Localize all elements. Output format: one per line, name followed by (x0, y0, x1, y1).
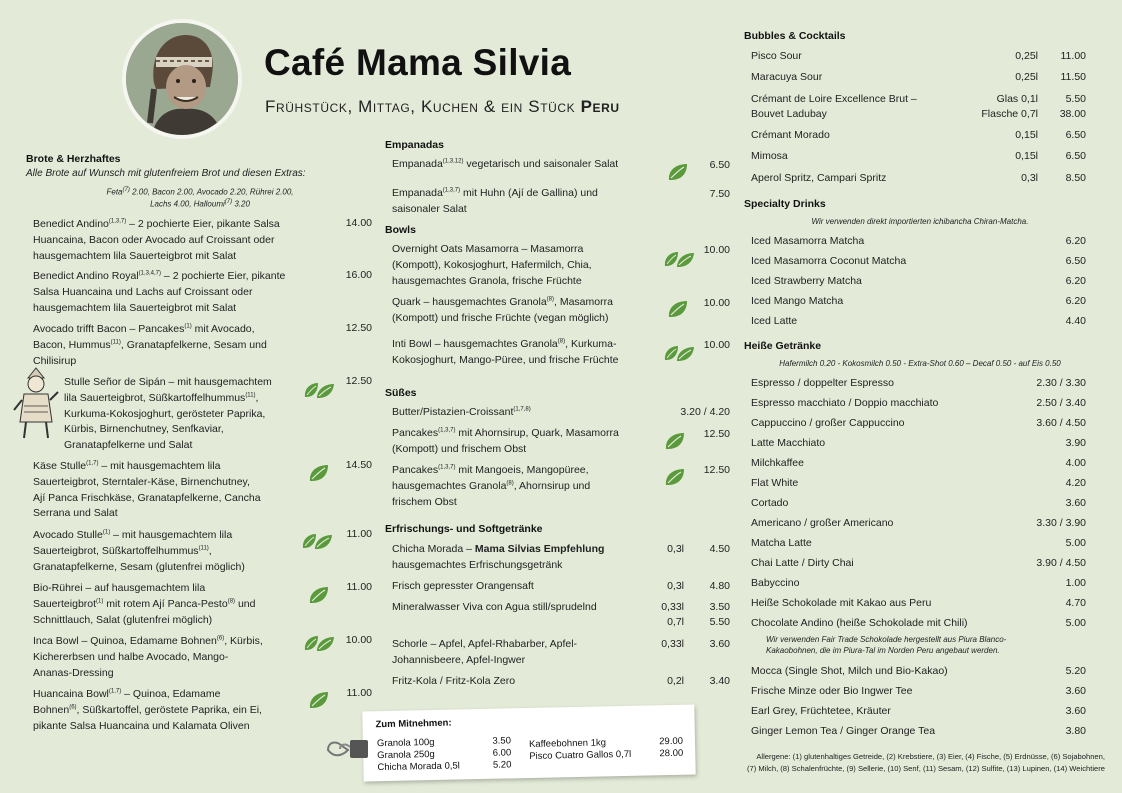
drink-price: 1.00 (1065, 577, 1086, 589)
item-price: 3.40 (709, 675, 730, 687)
drink-price: 3.90 (1065, 437, 1086, 449)
menu-item-empanada-huhn (392, 186, 662, 218)
drink-unit: 0,15l (1015, 129, 1038, 141)
item-line: Avocado trifft Bacon – Pancakes$^{(1)}$ mit Avocado, (33, 323, 255, 335)
drink-price: 6.20 (1065, 275, 1086, 287)
allergen-code: (1,7,8) (513, 406, 531, 413)
recommendation-label: Mama Silvias Empfehlung (474, 543, 605, 555)
allergen-code: (1,3,7) (438, 464, 456, 471)
drink-name: Latte Macchiato (751, 437, 826, 449)
takeaway-item-name: Pisco Cuatro Gallos 0,7l (529, 748, 632, 762)
drink-name: Pisco Sour (751, 50, 802, 62)
allergen-code: (11) (198, 545, 209, 552)
drink-price: 3.60 (1065, 497, 1086, 509)
page-subtitle (265, 97, 620, 117)
chocolate-note-line2: Kakaobohnen, die im Piura-Tal im Norden Peru angebaut werden. (766, 645, 1000, 655)
item-line: Sauerteigbrot, Süßkartoffelhummus$^{(11)}$, (33, 544, 212, 557)
menu-item-quark (392, 295, 652, 327)
drink-name: Crémant de Loire Excellence Brut – (751, 93, 917, 105)
vegan-leaf-icon (665, 161, 691, 183)
takeaway-item-name: Granola 100g (376, 736, 435, 750)
drink-name: Crémant Morado (751, 129, 830, 141)
allergen-legend (703, 751, 1105, 775)
allergen-code: (7) (122, 187, 130, 193)
drink-unit: Glas 0,1l (996, 93, 1038, 105)
drink-unit: Flasche 0,7l (981, 108, 1038, 120)
item-unit: 0,3l (667, 580, 684, 592)
drink-name: Babyccino (751, 577, 800, 589)
menu-item-empanada-veg (392, 157, 662, 173)
item-price: 4.50 (709, 543, 730, 555)
item-line: Huancaina Bowl$^{(1,7)}$ – Quinoa, Edamame (33, 688, 221, 700)
item-line: Stulle Señor de Sipán – mit hausgemachtem (64, 376, 272, 388)
item-price: 10.00 (703, 339, 730, 351)
item-line: Bacon, Hummus$^{(11)}$, Granatapfelkerne, Sesam und (33, 338, 267, 351)
allergen-code: (8) (557, 338, 566, 345)
item-line: Granatapfelkerne und Salat (64, 439, 193, 451)
drink-price: 4.20 (1065, 477, 1086, 489)
allergen-code: (1,7) (86, 460, 99, 467)
page-title: Café Mama Silvia (264, 42, 572, 83)
item-price: 16.00 (345, 269, 372, 281)
item-line: (Kompott) und frische Früchte (vegan möglich) (392, 311, 609, 324)
drink-name: Espresso / doppelter Espresso (751, 377, 894, 389)
drink-price: 5.20 (1065, 665, 1086, 677)
drink-unit: 0,15l (1015, 150, 1038, 162)
takeaway-item-price: 29.00 (659, 735, 684, 748)
item-price: 6.50 (709, 159, 730, 171)
section-heading-hot-drinks: Heiße Getränke (744, 340, 822, 352)
drink-name: Earl Grey, Früchtetee, Kräuter (751, 705, 891, 717)
inca-figure-icon (12, 366, 60, 442)
drink-name: Cortado (751, 497, 789, 509)
item-line: Frisch gepresster Orangensaft (392, 580, 534, 592)
drink-price: 11.00 (1060, 50, 1086, 62)
item-line: hausgemachtes Granola, frische Früchte (392, 274, 582, 287)
item-line: Inti Bowl – hausgemachtes Granola$^{(8)}$, Kurkuma- (392, 338, 617, 350)
item-line: Fritz-Kola / Fritz-Kola Zero (392, 675, 516, 687)
allergen-code: (6) (216, 635, 225, 642)
item-line: hausgemachtem lila Sauerteigbrot mit Salat (33, 301, 237, 314)
item-line: Kokosjoghurt, Mango-Püree, und frische Früchte (392, 353, 619, 366)
drink-price: 3.80 (1065, 725, 1086, 737)
drink-name: Frische Minze oder Bio Ingwer Tee (751, 685, 913, 697)
item-price: 4.80 (709, 580, 730, 592)
item-line: Kurkuma-Kokosjoghurt, gerösteter Paprika, (64, 407, 266, 420)
item-line: Bohnen$^{(6)}$, Süßkartoffel, geröstete Paprika, ein Ei, (33, 703, 262, 716)
allergen-code: (1,3,7) (438, 427, 456, 434)
drink-name: Maracuya Sour (751, 71, 823, 83)
chocolate-note (752, 635, 1066, 657)
item-price: 14.00 (345, 217, 372, 229)
menu-item-avocado-bacon (33, 322, 333, 369)
drink-unit: 0,25l (1015, 50, 1038, 62)
brote-note: Alle Brote auf Wunsch mit glutenfreiem Brot und diesen Extras: (26, 168, 306, 179)
drink-name-line2: Bouvet Ladubay (751, 108, 827, 120)
drink-name: Cappuccino / großer Cappuccino (751, 417, 905, 429)
allergen-code: (1,3,12) (442, 158, 464, 165)
brote-extras (60, 186, 340, 211)
allergen-code: (1) (96, 598, 104, 605)
item-price: 14.50 (345, 459, 372, 471)
item-price: 10.00 (703, 244, 730, 256)
allergen-code: (8) (546, 296, 555, 303)
allergen-code: (7) (224, 199, 233, 206)
binder-clip-icon (326, 736, 370, 762)
drink-name: Chocolate Andino (heiße Schokolade mit Chili) (751, 617, 968, 629)
drink-price: 6.50 (1065, 129, 1086, 141)
allergen-code: (1,3,7) (442, 187, 461, 194)
item-line: Johannisbeere, Apfel-Ingwer (392, 653, 526, 666)
item-price: 10.00 (703, 297, 730, 309)
item-line: Sauerteigbrot$^{(1)}$ mit rotem Ají Panca-Pesto$^{(8)}$ und (33, 597, 256, 610)
menu-item-croissant (392, 405, 652, 421)
item-line: Kichererbsen und halbe Avocado, Mango- (33, 650, 229, 663)
item-price: 7.50 (709, 188, 730, 200)
drink-name: Flat White (751, 477, 799, 489)
item-line: Empanada$^{(1,3,7)}$ mit Huhn (Ají de Gallina) und (392, 187, 598, 199)
drink-name: Mocca (Single Shot, Milch und Bio-Kakao) (751, 665, 948, 677)
item-line: lila Sauerteigbrot, Süßkartoffelhummus$^{(11)}$, (64, 391, 259, 404)
menu-item-schorle (392, 637, 652, 669)
section-heading-bubbles: Bubbles & Cocktails (744, 30, 846, 42)
specialty-note: Wir verwenden direkt importierten ichibancha Chiran-Matcha. (811, 217, 1029, 226)
takeaway-heading: Zum Mitnehmen: (375, 717, 452, 731)
item-unit: 0,3l (667, 543, 684, 555)
drink-name: Chai Latte / Dirty Chai (751, 557, 854, 569)
menu-item-pancakes-ahornsirup (392, 426, 654, 458)
hot-drinks-note: Hafermilch 0.20 - Kokosmilch 0.50 - Extra-Shot 0.60 – Decaf 0.50 - auf Eis 0.50 (779, 359, 1061, 368)
allergen-code: (11) (110, 339, 121, 346)
item-line: Overnight Oats Masamorra – Masamorra (392, 243, 584, 255)
menu-item-pancakes-mangoeis (392, 463, 654, 510)
item-price: 12.50 (345, 322, 372, 334)
drink-price: 6.50 (1065, 150, 1086, 162)
takeaway-card (362, 705, 695, 782)
vegan-leaf-icon (662, 466, 688, 488)
section-heading-bowls: Bowls (385, 224, 416, 236)
item-price: 12.50 (703, 428, 730, 440)
item-line: saisonaler Salat (392, 202, 467, 215)
item-line: Huancaina, Bacon oder Avocado auf Croissant oder (33, 233, 275, 246)
menu-item-bio-ruehrei (33, 581, 303, 628)
menu-item-benedict-andino (33, 217, 333, 264)
drink-price: 5.00 (1065, 617, 1086, 629)
drink-price: 6.20 (1065, 235, 1086, 247)
drink-price: 3.60 / 4.50 (1036, 417, 1086, 429)
drink-price: 4.40 (1065, 315, 1086, 327)
item-line: Schorle – Apfel, Apfel-Rhabarber, Apfel- (392, 638, 578, 650)
menu-item-chicha-morada (392, 542, 652, 574)
section-heading-specialty: Specialty Drinks (744, 198, 826, 210)
drink-price: 4.70 (1065, 597, 1086, 609)
drink-name: Milchkaffee (751, 457, 804, 469)
drink-name: Iced Latte (751, 315, 798, 327)
item-line: Inca Bowl – Quinoa, Edamame Bohnen$^{(6)}$, Kürbis, (33, 635, 263, 647)
chocolate-note-line1: Wir verwenden Fair Trade Schokolade hergestellt aus Piura Blanco- (766, 635, 1007, 644)
section-heading-empanadas: Empanadas (385, 139, 444, 151)
allergen-code: (1) (184, 323, 192, 330)
item-line: Granatapfelkerne, Sesam (glutenfrei möglich) (33, 560, 245, 573)
item-line (392, 542, 652, 558)
item-price: 3.60 (709, 638, 730, 650)
allergen-code: (8) (506, 480, 514, 487)
drink-name: Iced Masamorra Coconut Matcha (751, 255, 907, 267)
menu-item-fritz-kola (392, 674, 652, 690)
item-price: 11.00 (346, 687, 372, 699)
item-price: 11.00 (346, 581, 372, 593)
drink-name: Ginger Lemon Tea / Ginger Orange Tea (751, 725, 936, 737)
item-line: frischem Obst (392, 495, 457, 508)
item-price: 5.50 (709, 616, 730, 628)
item-line: Benedict Andino$^{(1,3,7)}$ – 2 pochierte Eier, pikante Salsa (33, 218, 280, 230)
takeaway-item-price: 3.50 (492, 735, 512, 747)
takeaway-item-price: 28.00 (659, 747, 684, 760)
section-heading-suesses: Süßes (385, 387, 417, 399)
item-line: Schnittlauch, Salat (glutenfrei möglich) (33, 613, 213, 626)
allergen-line2: (7) Milch, (8) Schalenfrüchte, (9) Sellerie, (10) Senf, (11) Sesam, (12) Sulfite, (13) Lupinen, (14) Weichtiere (746, 763, 1105, 773)
item-price: 11.00 (346, 528, 372, 540)
takeaway-item-name: Chicha Morada 0,5l (377, 760, 460, 774)
item-line: (Kompott) und frischem Obst (392, 442, 527, 455)
drink-price: 3.30 / 3.90 (1036, 517, 1086, 529)
item-line: Pancakes$^{(1,3,7)}$ mit Mangoeis, Mangopüree, (392, 464, 589, 476)
item-price: 3.20 / 4.20 (680, 406, 730, 418)
item-unit: 0,33l (661, 601, 684, 613)
item-line: Empanada$^{(1,3,12)}$ vegetarisch und saisonaler Salat (392, 158, 619, 170)
logo (122, 19, 242, 139)
allergen-code: (1,3,4,7) (138, 270, 162, 277)
section-heading-softdrinks: Erfrischungs- und Softgetränke (385, 523, 543, 535)
item-line: Quark – hausgemachtes Granola$^{(8)}$, Masamorra (392, 296, 613, 308)
allergen-code: (1,7) (108, 688, 122, 695)
item-line: Ananas-Dressing (33, 666, 114, 679)
item-line: Sauerteigbrot, Sterntaler-Käse, Birnenchutney, (33, 475, 250, 488)
drink-name: Aperol Spritz, Campari Spritz (751, 172, 887, 184)
drink-price: 38.00 (1059, 108, 1086, 120)
menu-item-mineralwasser (392, 600, 652, 616)
item-line: Kürbis, Birnenchutney, Senfkaviar, (64, 423, 224, 436)
item-line: pikante Salsa Huancaina und Kalamata Oliven (33, 719, 250, 732)
item-line: Salsa Huancaina und Lachs auf Croissant oder (33, 285, 253, 298)
allergen-code: (6) (69, 704, 77, 711)
allergen-line1: Allergene: (1) glutenhaltiges Getreide, (2) Krebstiere, (3) Eier, (4) Fische, (5) Erdnüsse, (6) Sojabohnen, (756, 752, 1105, 761)
menu-item-overnight-oats (392, 242, 652, 289)
vegan-leaf-icon (306, 584, 332, 606)
drink-unit: 0,3l (1021, 172, 1038, 184)
item-line: Ají Panca Frischkäse, Granatapfelkerne, Cancha (33, 491, 261, 504)
item-line: Bio-Rührei – auf hausgemachtem lila (33, 582, 206, 594)
item-line: (Kompott), Kokosjoghurt, Hafermilch, Chia, (392, 258, 592, 271)
drink-unit: 0,25l (1015, 71, 1038, 83)
drink-name: Mimosa (751, 150, 788, 162)
drink-name: Iced Masamorra Matcha (751, 235, 865, 247)
takeaway-item-price: 6.00 (492, 747, 512, 759)
drink-price: 6.50 (1065, 255, 1086, 267)
item-line: Benedict Andino Royal$^{(1,3,4,7)}$ – 2 pochierte Eier, pikante (33, 270, 286, 282)
menu-item-avocado-stulle (33, 528, 303, 575)
item-unit: 0,33l (661, 638, 684, 650)
takeaway-item-price: 5.20 (492, 759, 512, 771)
vegan-leaf-icon (665, 298, 691, 320)
item-unit: 0,2l (667, 675, 684, 687)
takeaway-item-name: Kaffeebohnen 1kg (528, 737, 607, 750)
item-price: 12.50 (703, 464, 730, 476)
menu-item-orangensaft (392, 579, 652, 595)
menu-item-huancaina-bowl (33, 687, 313, 734)
item-price: 10.00 (345, 634, 372, 646)
item-line: hausgemachtes Erfrischungsgetränk (392, 558, 563, 571)
item-text: Chicha Morada – (392, 543, 475, 555)
brote-extras-line1: Feta$^{(7)}$ 2.00, Bacon 2.00, Avocado 2.20, Rührei 2.00, (106, 187, 294, 197)
drink-name: Heiße Schokolade mit Kakao aus Peru (751, 597, 932, 609)
drink-name: Iced Mango Matcha (751, 295, 844, 307)
drink-price: 2.50 / 3.40 (1036, 397, 1086, 409)
takeaway-item-name: Granola 250g (377, 748, 435, 762)
drink-price: 5.00 (1065, 537, 1086, 549)
drink-price: 3.90 / 4.50 (1036, 557, 1086, 569)
brote-extras-line2: Lachs 4.00, Halloumi$^{(7)}$ 3.20 (150, 199, 250, 210)
menu-item-stulle-senor-de-sipan (64, 375, 304, 454)
subtitle-peru: Peru (580, 97, 620, 116)
drink-price: 3.60 (1065, 705, 1086, 717)
drink-price: 2.30 / 3.30 (1036, 377, 1086, 389)
menu-item-benedict-andino-royal (33, 269, 333, 316)
drink-price: 11.50 (1060, 71, 1086, 83)
allergen-code: (1) (102, 529, 111, 536)
drink-price: 5.50 (1065, 93, 1086, 105)
drink-price: 6.20 (1065, 295, 1086, 307)
item-unit: 0,7l (667, 616, 684, 628)
vegan-leaf-icon (662, 430, 688, 452)
drink-name: Iced Strawberry Matcha (751, 275, 862, 287)
item-line: Mineralwasser Viva con Agua still/sprudelnd (392, 601, 597, 613)
vegan-leaf-icon (300, 530, 334, 552)
section-heading-brote: Brote & Herzhaftes (26, 153, 121, 165)
allergen-code: (8) (227, 598, 236, 605)
item-line: Avocado Stulle$^{(1)}$ – mit hausgemachtem lila (33, 529, 233, 541)
item-line: hausgemachtem lila Sauerteigbrot mit Salat (33, 249, 237, 262)
drink-price: 4.00 (1065, 457, 1086, 469)
drink-name: Americano / großer Americano (751, 517, 894, 529)
drink-price: 8.50 (1065, 172, 1086, 184)
item-price: 3.50 (709, 601, 730, 613)
drink-name: Espresso macchiato / Doppio macchiato (751, 397, 939, 409)
subtitle-text: Frühstück, Mittag, Kuchen & ein Stück (265, 97, 581, 116)
item-line: Butter/Pistazien-Croissant$^{(1,7,8)}$ (392, 406, 531, 418)
menu-item-inca-bowl (33, 634, 303, 681)
vegan-leaf-icon (306, 689, 332, 711)
item-line: Käse Stulle$^{(1,7)}$ – mit hausgemachtem lila (33, 460, 221, 472)
vegan-leaf-icon (306, 462, 332, 484)
menu-item-kaese-stulle (33, 459, 303, 522)
item-line: Pancakes$^{(1,3,7)}$ mit Ahornsirup, Quark, Masamorra (392, 427, 619, 439)
item-line: hausgemachtes Granola$^{(8)}$, Ahornsirup und (392, 479, 591, 492)
drink-name: Matcha Latte (751, 537, 812, 549)
item-price: 12.50 (345, 375, 372, 387)
allergen-code: (1,3,7) (108, 218, 127, 225)
item-line: Serrana und Salat (33, 507, 118, 520)
allergen-code: (11) (245, 392, 256, 399)
drink-price: 3.60 (1065, 685, 1086, 697)
item-line: Chilisirup (33, 354, 77, 367)
menu-item-inti-bowl (392, 337, 654, 369)
